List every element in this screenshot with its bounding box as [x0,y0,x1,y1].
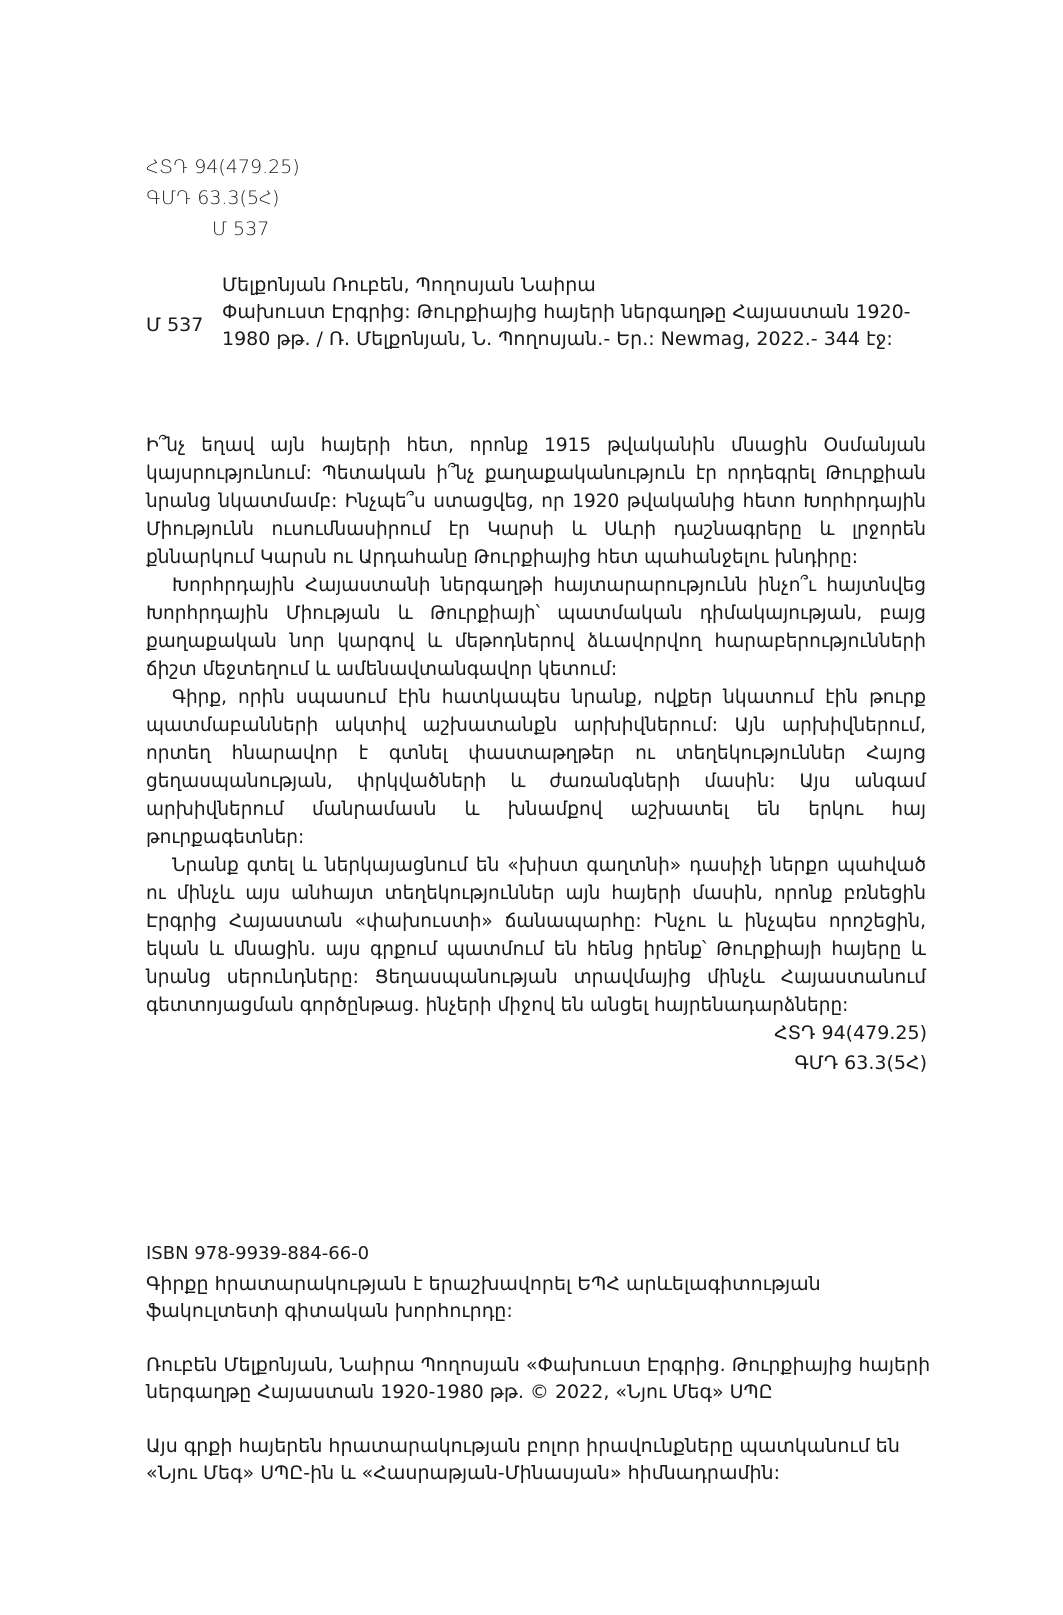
bibliographic-authors: Մելքոնյան Ռուբեն, Պողոսյան Նաիրա [222,274,596,296]
author-mark: Մ 537 [212,218,270,240]
abstract [146,432,926,1020]
classification-top [146,152,300,245]
abstract-paragraph: Ի՞նչ եղավ այն հայերի հետ, որոնք 1915 թվականին մնացին Օսմանյան կայսրությունում: Պետական ի՞նչ քաղաքականություն էր որդեգրել Թուրքիան նրանց նկատմամբ: Ինչպե՞ս ստացվեց, որ 1920 թվականից հետո Խորհրդային Միությունն ուսումնասիրում էր Կարսի և Սևրի դաշնագրերը և լրջորեն քննարկում Կարսն ու Արդահանը Թուրքիայից հետ պահանջելու խնդիրը: [146,435,926,568]
abstract-paragraph: Նրանք գտել և ներկայացնում են «խիստ գաղտնի» դասիչի ներքո պահված ու մինչև այս անհայտ տեղեկություններ այն հայերի մասին, որոնք բռնեցին Էրգրից Հայաստան «փախուստի» ճանապարհը: Ինչու և ինչպես որոշեցին, եկան և մնացին. այս գրքում պատմում են հենց իրենք՝ Թուրքիայի հայերը և նրանց սերունդները: Ցեղասպանության տրավմայից մինչև Հայաստանում գետտոյացման գործընթաց. ինչերի միջով են անցել հայրենադարձները: [146,855,926,1016]
imprint-block [146,1240,936,1487]
copyright-text: Ռուբեն Մելքոնյան, Նաիրա Պողոսյան «Փախուստ Էրգրից. Թուրքիայից հայերի ներգաղթը Հայաստան 1920-1980 թթ. © 2022, «Նյու Մեգ» ՍՊԸ [146,1354,931,1403]
gmd-code: ԳՄԴ 63.3(5Հ) [146,187,280,209]
hdc-code: ՀՏԴ 94(479.25) [146,156,300,178]
bibliographic-title: Փախուստ Էրգրից: Թուրքիայից հայերի ներգաղթը Հայաստան 1920- [222,301,911,323]
abstract-paragraph: Գիրք, որին սպասում էին հատկապես նրանք, ովքեր նկատում էին թուրք պատմաբանների ակտիվ աշխատանքն արխիվներում: Այն արխիվներում, որտեղ հնարավոր է գտնել փաստաթղթեր ու տեղեկություններ Հայոց ցեղասպանության, փրկվածների և ժառանգների մասին: Այս անգամ արխիվներում մանրամասն և խնամքով աշխատել են երկու հայ թուրքագետներ: [146,687,926,848]
recommendation-text: Գիրքը հրատարակության է երաշխավորել ԵՊՀ արևելագիտության ֆակուլտետի գիտական խորհուրդը: [146,1273,821,1322]
rights-text: Այս գրքի հայերեն հրատարակության բոլոր իրավունքները պատկանում են «Նյու Մեգ» ՍՊԸ-ին և «Հասրաթյան-Մինասյան» հիմնադրամին: [146,1435,900,1484]
gmd-code-bottom: ԳՄԴ 63.3(5Հ) [794,1052,927,1074]
hdc-code-bottom: ՀՏԴ 94(479.25) [774,1022,927,1044]
isbn: ISBN 978-9939-884-66-0 [146,1243,370,1264]
abstract-paragraph: Խորհրդային Հայաստանի ներգաղթի հայտարարությունն ինչո՞ւ հայտնվեց Խորհրդային Միության և Թուրքիայի՝ պատմական դիմակայության, բայց քաղաքական նոր կարգով և մեթոդներով ձևավորվող հարաբերությունների ճիշտ մեջտեղում և ամենավտանգավոր կետում: [146,575,926,680]
classification-bottom [774,1018,927,1078]
bibliographic-record [146,272,926,353]
bibliographic-code: Մ 537 [146,314,204,336]
bibliographic-imprint: 1980 թթ. / Ռ. Մելքոնյան, Ն. Պողոսյան.- Եր.: Newmag, 2022.- 344 էջ: [222,328,893,350]
